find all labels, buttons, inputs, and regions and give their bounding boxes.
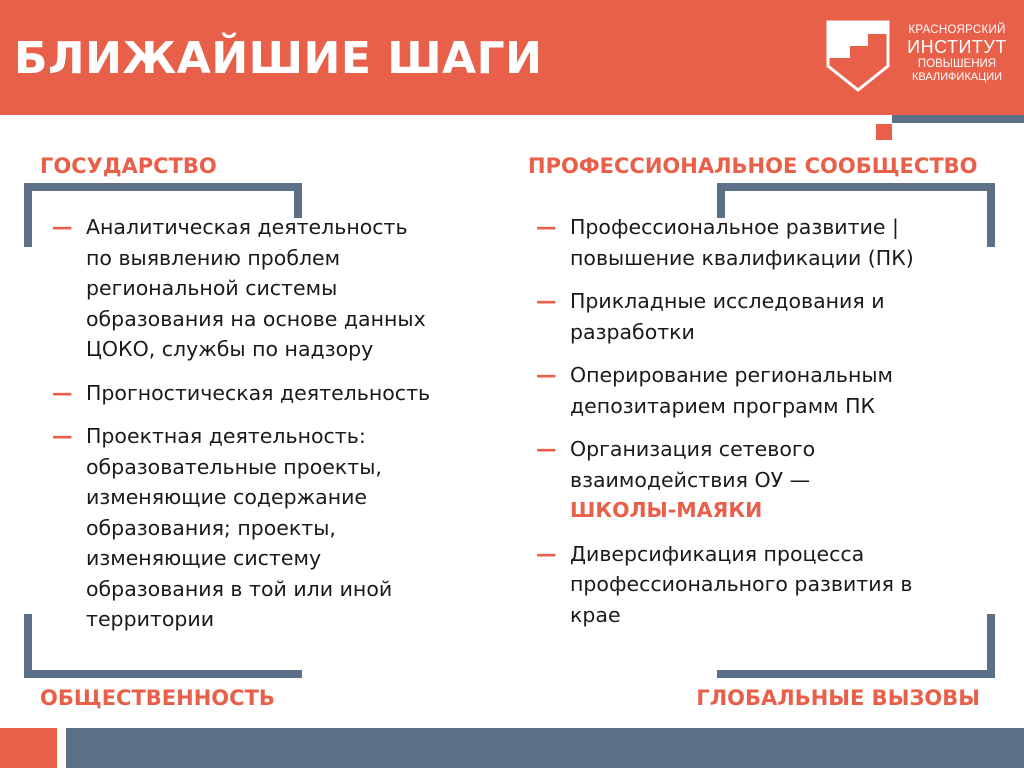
right-frame-right-top xyxy=(987,183,995,247)
list-item xyxy=(528,286,978,347)
right-items-list xyxy=(528,212,978,643)
logo-line-2: ИНСТИТУТ xyxy=(907,37,1007,58)
logo-line-1: КРАСНОЯРСКИЙ xyxy=(908,24,1006,36)
heading-state: ГОСУДАРСТВО xyxy=(40,154,217,178)
dash-marker: — xyxy=(536,541,557,566)
list-item-text: Прикладные исследования и разработки xyxy=(570,289,885,344)
dash-marker: — xyxy=(536,363,557,387)
right-frame-top xyxy=(717,183,995,191)
list-item xyxy=(44,421,484,635)
list-item-text: Оперирование региональным депозитарием программ ПК xyxy=(570,363,894,418)
logo-line-3: ПОВЫШЕНИЯ xyxy=(917,57,997,70)
dash-marker: — xyxy=(52,380,73,405)
dash-marker: — xyxy=(536,289,557,313)
footer-accent-square xyxy=(0,728,57,768)
heading-global-challenges: ГЛОБАЛЬНЫЕ ВЫЗОВЫ xyxy=(696,686,980,710)
list-item xyxy=(528,360,978,421)
list-item-text: Профессиональное развитие | повышение квалификации (ПК) xyxy=(570,215,914,270)
list-item xyxy=(528,539,978,631)
list-item-text: Организация сетевого взаимодействия ОУ — xyxy=(570,437,816,492)
list-item-text: Прогностическая деятельность xyxy=(86,380,431,405)
dash-marker: — xyxy=(536,215,557,239)
right-frame-bottom xyxy=(717,670,995,678)
left-frame-top xyxy=(24,183,302,191)
page-title: БЛИЖАЙШИЕ ШАГИ xyxy=(14,33,543,84)
dash-marker: — xyxy=(52,215,73,239)
left-frame-left-top xyxy=(24,183,32,247)
heading-public: ОБЩЕСТВЕННОСТЬ xyxy=(40,686,275,710)
beacon-schools-highlight: ШКОЛЫ-МАЯКИ xyxy=(570,498,763,522)
list-item-text: Аналитическая деятельность по выявлению проблем региональной системы образования на основе данных ЦОКО, службы по надзору xyxy=(86,215,426,361)
header-accent-square xyxy=(876,124,892,140)
logo-line-4: КВАЛИФИКАЦИИ xyxy=(911,71,1003,84)
heading-professional-community: ПРОФЕССИОНАЛЬНОЕ СООБЩЕСТВО xyxy=(528,154,978,178)
left-frame-left-bottom xyxy=(24,614,32,678)
list-item xyxy=(528,212,978,273)
list-item-text: Проектная деятельность: образовательные проекты, изменяющие содержание образования; проекты, изменяющие систему образования в той или иной территории xyxy=(86,424,393,631)
institute-logo-text xyxy=(898,24,1016,84)
dash-marker: — xyxy=(52,424,73,448)
left-frame-bottom xyxy=(24,670,302,678)
list-item-text: Диверсификация процесса профессионального развития в крае xyxy=(570,541,913,627)
dash-marker: — xyxy=(536,437,557,461)
header-accent-line xyxy=(892,115,1024,123)
institute-logo-icon xyxy=(826,20,890,92)
list-item xyxy=(44,378,484,409)
footer-bar xyxy=(66,728,1024,768)
list-item xyxy=(44,212,484,365)
list-item xyxy=(528,434,978,526)
right-frame-right-bottom xyxy=(987,614,995,678)
left-items-list xyxy=(44,212,484,648)
header-bar xyxy=(0,0,1024,115)
